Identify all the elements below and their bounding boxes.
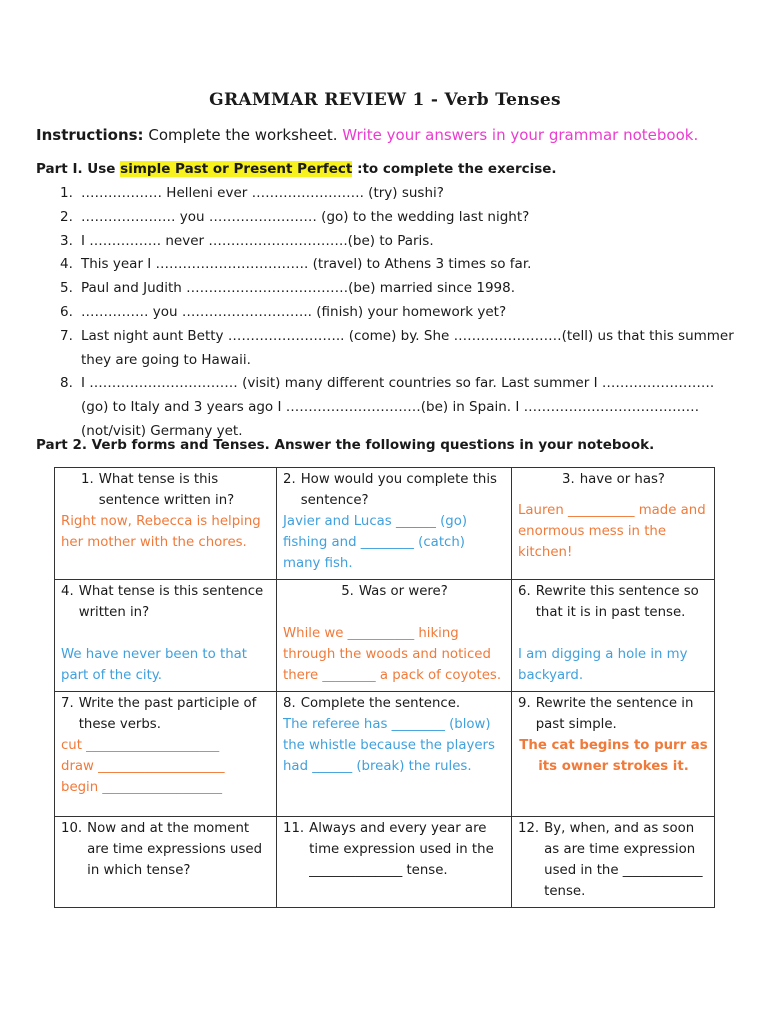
answer-sentence: Lauren __________ made and enormous mess in the kitchen! <box>518 503 706 560</box>
question-text: What tense is this sentence written in? <box>78 584 264 620</box>
grid-row <box>55 580 715 692</box>
item-number: 4. <box>60 256 73 273</box>
answer-sentence: Right now, Rebecca is helping her mother with the chores. <box>61 514 261 550</box>
item-number: 7. <box>60 327 73 344</box>
item-number: 2. <box>60 208 73 225</box>
question-number: 5. <box>341 584 354 599</box>
question-cell-8 <box>277 692 512 817</box>
part1-highlight: simple Past or Present Perfect <box>120 161 353 177</box>
question-number: 6. <box>518 584 531 599</box>
part1-suffix: :to complete the exercise. <box>352 161 557 177</box>
item-text: …………… you ……………………….. (finish) your homework yet? <box>81 303 507 320</box>
item-text: This year I ……………………………. (travel) to Athens 3 times so far. <box>81 256 532 273</box>
question-cell-6 <box>512 580 715 692</box>
question-text: By, when, and as soon as are time expression used in the ____________ tense. <box>544 821 703 899</box>
answer-sentence: I am digging a hole in my backyard. <box>518 647 688 683</box>
answer-sentence: Javier and Lucas ______ (go) fishing and ________ (catch) many fish. <box>283 514 468 571</box>
exercise-item <box>60 206 740 230</box>
exercise-item <box>60 372 740 443</box>
grid-row <box>55 468 715 580</box>
question-text: Complete the sentence. <box>300 696 461 711</box>
verb-blank: cut ____________________ <box>61 738 220 753</box>
verb-blank: begin __________________ <box>61 780 223 795</box>
question-cell-5 <box>277 580 512 692</box>
question-number: 11. <box>283 821 305 836</box>
instructions-text: Complete the worksheet. <box>148 126 338 144</box>
question-cell-9 <box>512 692 715 817</box>
question-number: 2. <box>283 472 296 487</box>
page-title: GRAMMAR REVIEW 1 - Verb Tenses <box>209 90 561 110</box>
question-text: have or has? <box>579 472 665 487</box>
item-text: ………………… you …………………… (go) to the wedding last night? <box>81 208 530 225</box>
question-text: How would you complete this sentence? <box>300 472 497 508</box>
question-cell-7 <box>55 692 277 817</box>
question-text: Rewrite this sentence so that it is in past tense. <box>535 584 699 620</box>
part1-heading <box>36 161 557 177</box>
part2-heading: Part 2. Verb forms and Tenses. Answer the following questions in your notebook. <box>36 437 655 453</box>
exercise-item <box>60 230 740 254</box>
item-text: ……………… Helleni ever ……………………. (try) sushi? <box>81 185 444 201</box>
grid-row <box>55 817 715 908</box>
verb-blank: draw ___________________ <box>61 759 225 774</box>
question-cell-2 <box>277 468 512 580</box>
answer-sentence: The referee has ________ (blow) the whistle because the players had ______ (break) the rules. <box>283 717 495 774</box>
answer-sentence: The cat begins to purr as its owner strokes it. <box>519 738 708 774</box>
answer-sentence: While we __________ hiking through the woods and noticed there ________ a pack of coyotes. <box>283 626 502 683</box>
part1-exercise-list <box>60 182 740 444</box>
question-text: Rewrite the sentence in past simple. <box>535 696 694 732</box>
exercise-item <box>60 182 740 206</box>
question-cell-4 <box>55 580 277 692</box>
question-text: Now and at the moment are time expressions used in which tense? <box>87 821 263 878</box>
part1-prefix: Part I. Use <box>36 161 121 177</box>
question-number: 3. <box>562 472 575 487</box>
question-number: 9. <box>518 696 531 711</box>
item-text: I …………………………… (visit) many different countries so far. Last summer I …………………….(go) to Italy and 3 years ago I …………………………(be) in Spain. I …………………………………(not/visit) Germany yet. <box>81 375 715 439</box>
questions-grid <box>54 467 715 908</box>
question-number: 10. <box>61 821 83 836</box>
item-number: 6. <box>60 303 73 320</box>
question-number: 12. <box>518 821 540 836</box>
question-text: Was or were? <box>358 584 448 599</box>
question-text: Always and every year are time expression used in the ______________ tense. <box>309 821 494 878</box>
item-number: 5. <box>60 280 73 297</box>
question-number: 1. <box>81 472 94 487</box>
question-text: Write the past participle of these verbs. <box>78 696 257 732</box>
item-text: Paul and Judith ………………………………(be) married since 1998. <box>81 280 516 297</box>
question-cell-12 <box>512 817 715 908</box>
exercise-item <box>60 253 740 277</box>
question-number: 7. <box>61 696 74 711</box>
question-cell-3 <box>512 468 715 580</box>
answer-sentence: We have never been to that part of the city. <box>61 647 248 683</box>
question-number: 4. <box>61 584 74 599</box>
instructions <box>36 126 698 144</box>
item-text: Last night aunt Betty …………………….. (come) by. She ……………………(tell) us that this summer they are going to Hawaii. <box>81 327 734 368</box>
question-cell-11 <box>277 817 512 908</box>
question-number: 8. <box>283 696 296 711</box>
question-cell-10 <box>55 817 277 908</box>
item-text: I ……………. never ………………………….(be) to Paris. <box>81 232 434 249</box>
item-number: 1. <box>60 185 73 201</box>
exercise-item <box>60 277 740 301</box>
instructions-highlight: Write your answers in your grammar notebook. <box>342 126 699 144</box>
item-number: 3. <box>60 232 73 249</box>
instructions-label: Instructions: <box>36 126 144 144</box>
question-text: What tense is this sentence written in? <box>98 472 235 508</box>
item-number: 8. <box>60 375 73 392</box>
grid-row <box>55 692 715 817</box>
exercise-item <box>60 301 740 325</box>
exercise-item <box>60 325 740 373</box>
question-cell-1 <box>55 468 277 580</box>
